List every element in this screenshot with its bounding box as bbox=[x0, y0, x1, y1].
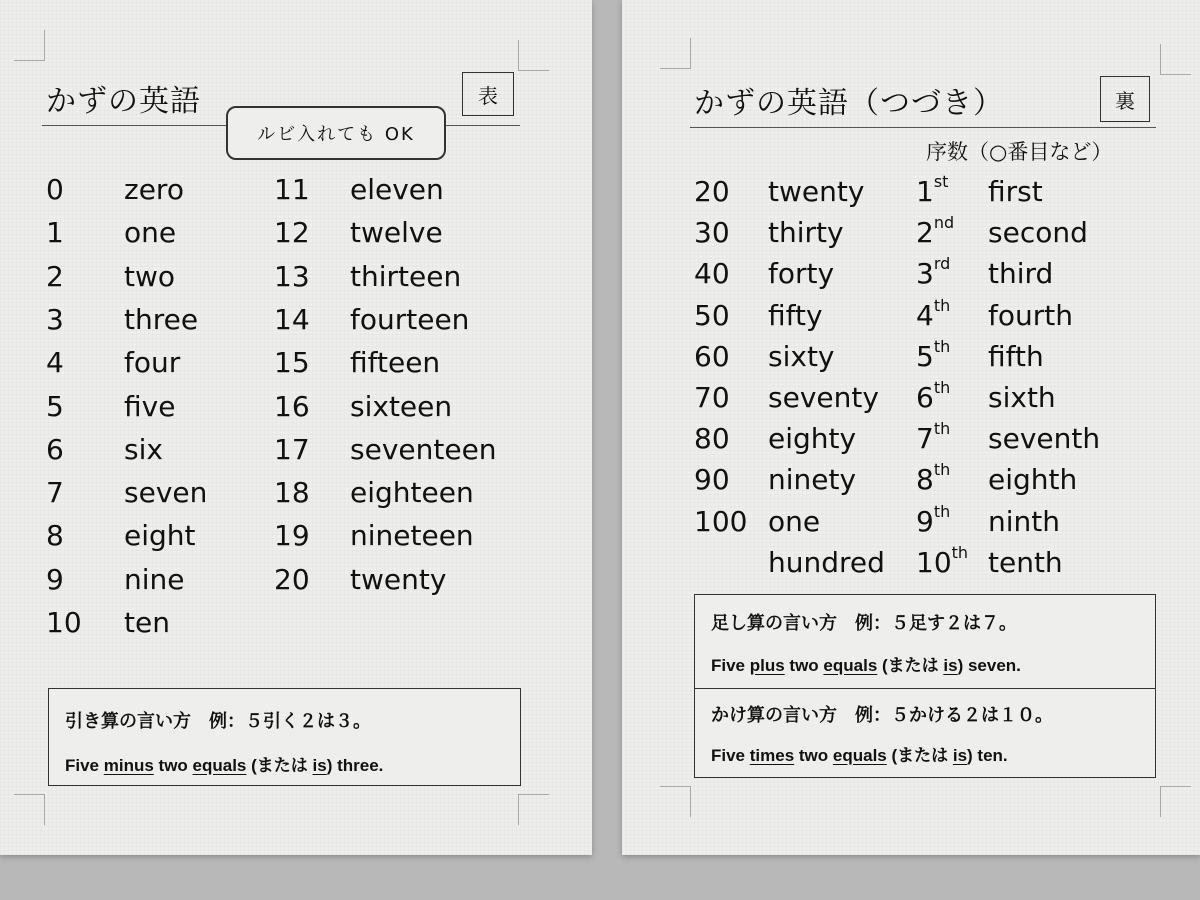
number-row bbox=[916, 541, 1200, 584]
number-word: eighty bbox=[768, 422, 857, 456]
number-word: fourth bbox=[988, 298, 1073, 332]
number-word: eight bbox=[124, 519, 196, 553]
number-digits: 4 bbox=[916, 298, 934, 332]
ordinal-suffix: th bbox=[951, 542, 969, 562]
ordinal-suffix: th bbox=[933, 295, 951, 315]
equals-word: equals bbox=[823, 656, 878, 675]
crop-mark bbox=[660, 38, 691, 69]
number-word: one bbox=[768, 504, 821, 538]
number-digits: 19 bbox=[274, 519, 310, 553]
is-word: is bbox=[952, 746, 968, 765]
number-digits: 20 bbox=[694, 175, 730, 208]
ordinal-suffix: st bbox=[933, 172, 949, 191]
number-row bbox=[274, 428, 570, 471]
crop-mark bbox=[1160, 786, 1191, 817]
number-digits: 100 bbox=[694, 504, 748, 538]
number-value bbox=[694, 252, 730, 295]
number-value bbox=[46, 601, 82, 644]
multiplication-sentence bbox=[711, 741, 1008, 766]
number-digits: 15 bbox=[274, 346, 310, 380]
number-word: second bbox=[988, 216, 1088, 250]
number-value bbox=[46, 385, 64, 428]
number-value bbox=[46, 341, 64, 384]
number-value bbox=[694, 458, 730, 501]
number-value bbox=[46, 211, 64, 254]
number-digits: 1 bbox=[916, 175, 934, 208]
number-value bbox=[46, 428, 64, 471]
operator-word: times bbox=[749, 746, 795, 765]
number-word: three bbox=[124, 302, 199, 336]
number-value bbox=[694, 417, 730, 460]
number-value bbox=[46, 168, 64, 211]
number-row bbox=[916, 294, 1200, 337]
number-value bbox=[274, 255, 310, 298]
number-row bbox=[916, 252, 1200, 295]
number-digits: 6 bbox=[46, 432, 64, 466]
number-digits: 5 bbox=[46, 389, 64, 423]
number-word: sixteen bbox=[350, 389, 453, 423]
sentence-text: Five bbox=[711, 656, 750, 675]
sentence-text: ) ten. bbox=[967, 746, 1008, 765]
sentence-text: Five bbox=[711, 746, 750, 765]
side-tag: 表 bbox=[462, 72, 514, 116]
operator-word: plus bbox=[749, 656, 785, 675]
number-value bbox=[916, 252, 950, 295]
number-value bbox=[916, 170, 948, 213]
number-row bbox=[916, 335, 1200, 378]
number-word: seventy bbox=[768, 381, 879, 414]
title-rule bbox=[690, 127, 1156, 128]
number-digits: 7 bbox=[916, 422, 934, 456]
number-row bbox=[274, 558, 570, 601]
crop-mark bbox=[14, 794, 45, 825]
addition-box bbox=[694, 594, 1156, 690]
number-word: thirteen bbox=[350, 259, 462, 293]
number-word: zero bbox=[124, 173, 184, 206]
number-word: six bbox=[124, 432, 163, 466]
number-value bbox=[46, 471, 64, 514]
number-row bbox=[916, 376, 1200, 419]
number-row bbox=[274, 255, 570, 298]
number-row bbox=[916, 500, 1200, 543]
number-row bbox=[46, 601, 344, 644]
number-digits: 13 bbox=[274, 259, 310, 293]
number-word: eighteen bbox=[350, 476, 474, 510]
addition-sentence bbox=[711, 651, 1021, 676]
number-word: twenty bbox=[350, 562, 447, 596]
number-value bbox=[274, 514, 310, 557]
number-word: nine bbox=[124, 562, 185, 596]
ordinal-suffix: rd bbox=[933, 254, 951, 274]
number-word: one bbox=[124, 216, 177, 250]
number-word: ten bbox=[124, 606, 170, 639]
number-value bbox=[916, 335, 950, 378]
is-word: is bbox=[943, 656, 958, 675]
number-digits: 18 bbox=[274, 476, 310, 510]
number-row bbox=[916, 170, 1200, 213]
ruby-note-badge: ルビ入れても OK bbox=[226, 106, 446, 160]
number-value bbox=[46, 255, 64, 298]
number-digits: 16 bbox=[274, 389, 310, 423]
page-title: かずの英語（つづき） bbox=[694, 86, 1004, 121]
number-value bbox=[916, 417, 950, 460]
number-digits: 8 bbox=[916, 463, 934, 497]
side-tag: 裏 bbox=[1100, 76, 1150, 122]
number-word: hundred bbox=[768, 545, 885, 579]
number-row bbox=[274, 514, 570, 557]
number-row bbox=[274, 471, 570, 514]
number-word: fourteen bbox=[350, 302, 470, 336]
number-word: five bbox=[124, 389, 176, 423]
crop-mark bbox=[660, 786, 691, 817]
operator-word: minus bbox=[103, 756, 154, 775]
number-value bbox=[916, 541, 968, 584]
number-value bbox=[274, 298, 310, 341]
crop-mark bbox=[518, 794, 549, 825]
sentence-text: (または bbox=[886, 746, 953, 765]
number-digits: 70 bbox=[694, 381, 730, 414]
number-value bbox=[274, 558, 310, 601]
number-row bbox=[274, 341, 570, 384]
number-digits: 20 bbox=[274, 562, 310, 596]
subtraction-sentence bbox=[65, 751, 383, 776]
number-word: seven bbox=[124, 476, 208, 510]
multiplication-box bbox=[694, 688, 1156, 778]
number-value bbox=[274, 385, 310, 428]
number-value bbox=[694, 170, 730, 213]
sentence-text: two bbox=[794, 746, 833, 765]
sentence-text: ) three. bbox=[326, 756, 384, 775]
number-digits: 2 bbox=[916, 216, 934, 250]
is-word: is bbox=[312, 756, 327, 775]
number-value bbox=[46, 298, 64, 341]
number-word: twenty bbox=[768, 175, 865, 208]
number-row bbox=[916, 417, 1200, 460]
number-value bbox=[916, 376, 950, 419]
number-value bbox=[274, 211, 310, 254]
number-word: fifth bbox=[988, 339, 1044, 373]
number-digits: 50 bbox=[694, 298, 730, 332]
number-row bbox=[274, 211, 570, 254]
equals-word: equals bbox=[832, 746, 887, 765]
number-value bbox=[916, 458, 950, 501]
number-digits: 2 bbox=[46, 259, 64, 293]
number-word: fifty bbox=[768, 298, 823, 332]
number-digits: 9 bbox=[916, 504, 934, 538]
number-digits: 7 bbox=[46, 476, 64, 510]
number-row bbox=[274, 298, 570, 341]
number-word: third bbox=[988, 257, 1054, 291]
number-word: thirty bbox=[768, 216, 844, 250]
subtraction-box bbox=[48, 688, 521, 786]
number-word: four bbox=[124, 346, 181, 380]
number-digits: 0 bbox=[46, 173, 64, 206]
number-digits: 8 bbox=[46, 519, 64, 553]
number-row bbox=[274, 385, 570, 428]
number-digits: 90 bbox=[694, 463, 730, 497]
number-row bbox=[274, 168, 570, 211]
number-word: nineteen bbox=[350, 519, 474, 553]
number-digits: 60 bbox=[694, 339, 730, 373]
number-value bbox=[916, 211, 954, 254]
number-digits: 5 bbox=[916, 339, 934, 373]
front-page bbox=[0, 0, 592, 855]
number-value bbox=[916, 500, 950, 543]
number-digits: 3 bbox=[916, 257, 934, 291]
subtraction-heading: 引き算の言い方 例：５引く２は３。 bbox=[65, 711, 371, 732]
number-word: eighth bbox=[988, 463, 1078, 497]
number-value bbox=[46, 514, 64, 557]
multiplication-heading: かけ算の言い方 例：５かける２は１０。 bbox=[711, 705, 1053, 726]
number-word: seventh bbox=[988, 422, 1101, 456]
number-word: sixty bbox=[768, 339, 835, 373]
number-word: eleven bbox=[350, 173, 444, 206]
number-digits: 17 bbox=[274, 432, 310, 466]
ordinal-suffix: th bbox=[933, 460, 951, 480]
number-digits: 1 bbox=[46, 216, 64, 250]
number-digits: 10 bbox=[916, 545, 952, 579]
number-digits: 9 bbox=[46, 562, 64, 596]
crop-mark bbox=[1160, 44, 1191, 75]
number-word: fifteen bbox=[350, 346, 441, 380]
number-word: forty bbox=[768, 257, 835, 291]
sentence-text: (または bbox=[877, 656, 944, 675]
number-digits: 30 bbox=[694, 216, 730, 250]
number-word: ninth bbox=[988, 504, 1060, 538]
sentence-text: ) seven. bbox=[957, 656, 1021, 675]
number-row bbox=[916, 458, 1200, 501]
number-value bbox=[694, 335, 730, 378]
addition-heading: 足し算の言い方 例：５足す２は７。 bbox=[711, 613, 1017, 634]
ordinal-suffix: th bbox=[933, 378, 951, 397]
ordinal-suffix: th bbox=[933, 336, 951, 356]
number-word: seventeen bbox=[350, 432, 497, 466]
number-word: sixth bbox=[988, 381, 1056, 414]
crop-mark bbox=[14, 30, 45, 61]
number-value bbox=[694, 500, 747, 543]
sentence-text: (または bbox=[246, 756, 313, 775]
number-value bbox=[274, 168, 310, 211]
number-value bbox=[274, 471, 310, 514]
number-value bbox=[694, 211, 730, 254]
sentence-text: two bbox=[153, 756, 193, 775]
number-row bbox=[916, 211, 1200, 254]
number-word: tenth bbox=[988, 545, 1063, 579]
number-value bbox=[274, 341, 310, 384]
ordinal-suffix: nd bbox=[933, 213, 955, 233]
crop-mark bbox=[518, 40, 549, 71]
number-value bbox=[46, 558, 64, 601]
sentence-text: Five bbox=[65, 756, 104, 775]
number-digits: 3 bbox=[46, 302, 64, 336]
number-value bbox=[274, 428, 310, 471]
number-word: two bbox=[124, 259, 176, 293]
number-digits: 11 bbox=[274, 173, 310, 206]
number-digits: 10 bbox=[46, 606, 82, 639]
number-value bbox=[694, 376, 730, 419]
number-digits: 4 bbox=[46, 346, 64, 380]
number-digits: 40 bbox=[694, 257, 730, 291]
page-title: かずの英語 bbox=[46, 84, 201, 119]
back-page bbox=[622, 0, 1200, 855]
number-word: ninety bbox=[768, 463, 857, 497]
sentence-text: two bbox=[784, 656, 824, 675]
equals-word: equals bbox=[192, 756, 247, 775]
number-digits: 80 bbox=[694, 422, 730, 456]
number-value bbox=[916, 294, 950, 337]
number-digits: 14 bbox=[274, 302, 310, 336]
number-digits: 12 bbox=[274, 216, 310, 250]
number-word: twelve bbox=[350, 216, 443, 250]
ordinal-suffix: th bbox=[933, 419, 951, 439]
number-value bbox=[694, 294, 730, 337]
number-word: first bbox=[988, 175, 1043, 208]
ordinal-suffix: th bbox=[933, 501, 951, 521]
ordinal-heading: 序数（○番目など） bbox=[926, 140, 1113, 164]
number-digits: 6 bbox=[916, 381, 934, 414]
